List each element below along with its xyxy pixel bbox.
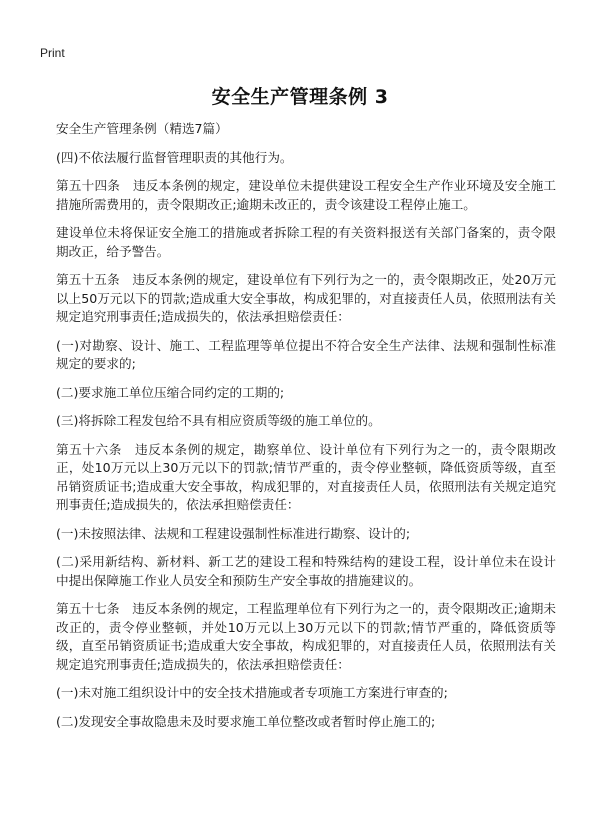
- paragraph-article-54: 第五十四条 违反本条例的规定，建设单位未提供建设工程安全生产作业环境及安全施工措施所需费用的，责令限期改正;逾期未改正的，责令该建设工程停止施工。: [56, 178, 556, 212]
- paragraph: (四)不依法履行监督管理职责的其他行为。: [56, 149, 293, 165]
- paragraph-item: (三)将拆除工程发包给不具有相应资质等级的施工单位的。: [56, 413, 381, 428]
- document-body: [56, 120, 556, 741]
- paragraph-subtitle: 安全生产管理条例（精选7篇）: [56, 121, 228, 136]
- paragraph-item: (二)要求施工单位压缩合同约定的工期的;: [56, 384, 285, 400]
- paragraph-item: (二)发现安全事故隐患未及时要求施工单位整改或者暂时停止施工的;: [56, 713, 436, 729]
- paragraph: 建设单位未将保证安全施工的措施或者拆除工程的有关资料报送有关部门备案的，责令限期改正，给予警告。: [56, 225, 556, 259]
- paragraph-item: (一)未按照法律、法规和工程建设强制性标准进行勘察、设计的;: [56, 525, 411, 541]
- paragraph-article-56: 第五十六条 违反本条例的规定，勘察单位、设计单位有下列行为之一的，责令限期改正，处10万元以上30万元以下的罚款;情节严重的，责令停业整顿，降低资质等级，直至吊销资质证书;造成重大安全事故，构成犯罪的，对直接责任人员，依照刑法有关规定追究刑事责任;造成损失的，依法承担赔偿责任：: [56, 441, 556, 512]
- print-link[interactable]: Print: [40, 46, 65, 60]
- page-title: 安全生产管理条例 3: [211, 86, 389, 108]
- paragraph-article-57: 第五十七条 违反本条例的规定，工程监理单位有下列行为之一的，责令限期改正;逾期未改正的，责令停业整顿，并处10万元以上30万元以下的罚款;情节严重的，降低资质等级，直至吊销资质证书;造成重大安全事故，构成犯罪的，对直接责任人员，依照刑法有关规定追究刑事责任;造成损失的，依法承担赔偿责任：: [56, 601, 556, 672]
- paragraph-item: (一)未对施工组织设计中的安全技术措施或者专项施工方案进行审查的;: [56, 685, 448, 700]
- paragraph-item: (一)对勘察、设计、施工、工程监理等单位提出不符合安全生产法律、法规和强制性标准规定的要求的;: [56, 337, 556, 371]
- paragraph-article-55: 第五十五条 违反本条例的规定，建设单位有下列行为之一的，责令限期改正，处20万元以上50万元以下的罚款;造成重大安全事故，构成犯罪的，对直接责任人员，依照刑法有关规定追究刑事责任;造成损失的，依法承担赔偿责任：: [56, 272, 556, 324]
- paragraph-item: (二)采用新结构、新材料、新工艺的建设工程和特殊结构的建设工程，设计单位未在设计中提出保障施工作业人员安全和预防生产安全事故的措施建议的。: [56, 554, 556, 588]
